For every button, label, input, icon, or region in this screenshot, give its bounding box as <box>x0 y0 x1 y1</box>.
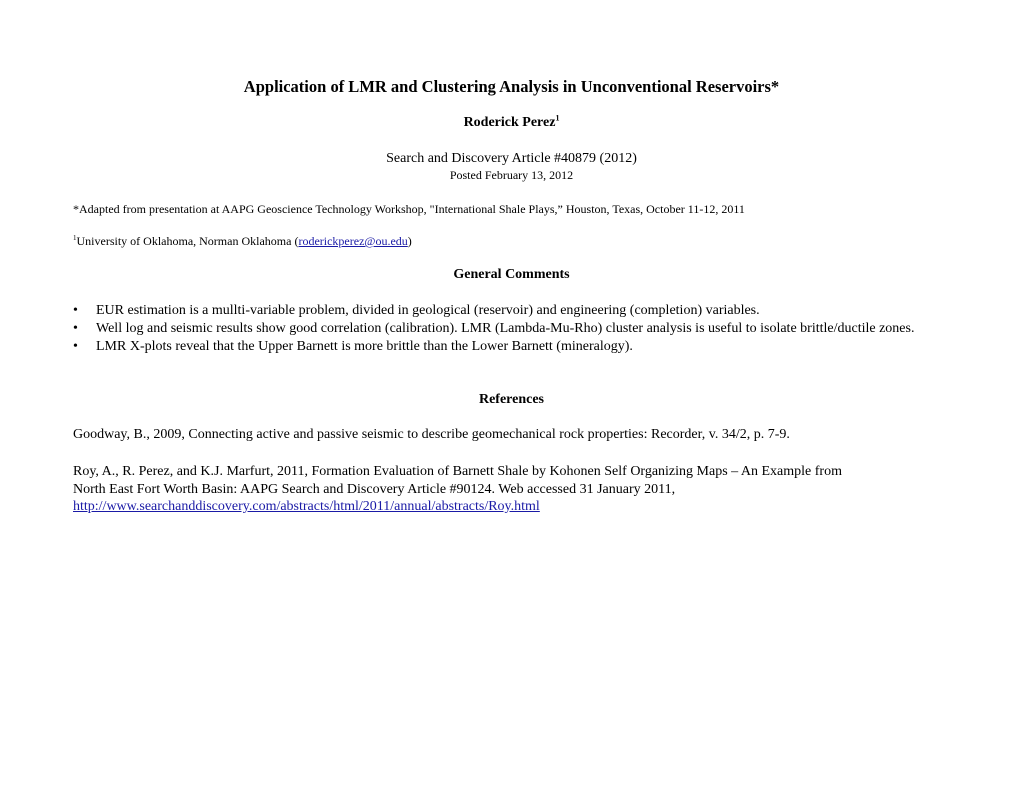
affiliation-text: University of Oklahoma, Norman Oklahoma ( <box>76 234 299 248</box>
reference-roy-line-1: Roy, A., R. Perez, and K.J. Marfurt, 2011, Formation Evaluation of Barnett Shale by Kohonen Self Organizing Maps – An Example from <box>73 464 842 479</box>
affiliation-line <box>73 234 412 249</box>
general-comments-heading: General Comments <box>453 267 570 282</box>
references-heading: References <box>478 392 545 407</box>
author-email-link[interactable]: roderickperez@ou.edu <box>298 234 408 248</box>
comment-text: EUR estimation is a mullti-variable problem, divided in geological (reservoir) and engineering (completion) variables. <box>96 303 760 318</box>
list-item <box>73 302 953 320</box>
author-name: Roderick Perez <box>463 115 556 130</box>
adapted-note: *Adapted from presentation at AAPG Geoscience Technology Workshop, "International Shale Plays,” Houston, Texas, October 11-12, 2011 <box>73 202 745 216</box>
comment-text: Well log and seismic results show good correlation (calibration). LMR (Lambda-Mu-Rho) cluster analysis is useful to isolate brittle/ductile zones. <box>96 321 915 336</box>
bullet-icon: • <box>73 321 78 336</box>
bullet-icon: • <box>73 339 78 354</box>
comment-text: LMR X-plots reveal that the Upper Barnett is more brittle than the Lower Barnett (mineralogy). <box>96 339 633 354</box>
reference-goodway: Goodway, B., 2009, Connecting active and passive seismic to describe geomechanical rock properties: Recorder, v. 34/2, p. 7-9. <box>73 427 790 442</box>
list-item <box>73 320 953 338</box>
article-number: Search and Discovery Article #40879 (2012) <box>386 151 637 166</box>
affiliation-close: ) <box>407 234 412 248</box>
reference-roy <box>73 463 953 516</box>
affiliation-superscript: 1 <box>73 234 77 242</box>
reference-roy-link[interactable]: http://www.searchanddiscovery.com/abstracts/html/2011/annual/abstracts/Roy.html <box>73 499 540 514</box>
document-title: Application of LMR and Clustering Analysis in Unconventional Reservoirs* <box>243 77 780 96</box>
posted-date: Posted February 13, 2012 <box>449 168 574 182</box>
author-superscript: 1 <box>555 113 560 123</box>
author-line <box>0 115 1023 131</box>
reference-roy-line-2: North East Fort Worth Basin: AAPG Search and Discovery Article #90124. Web accessed 31 January 2011, <box>73 481 676 497</box>
bullet-icon: • <box>73 303 78 318</box>
list-item <box>73 338 953 356</box>
comments-list <box>73 302 953 356</box>
